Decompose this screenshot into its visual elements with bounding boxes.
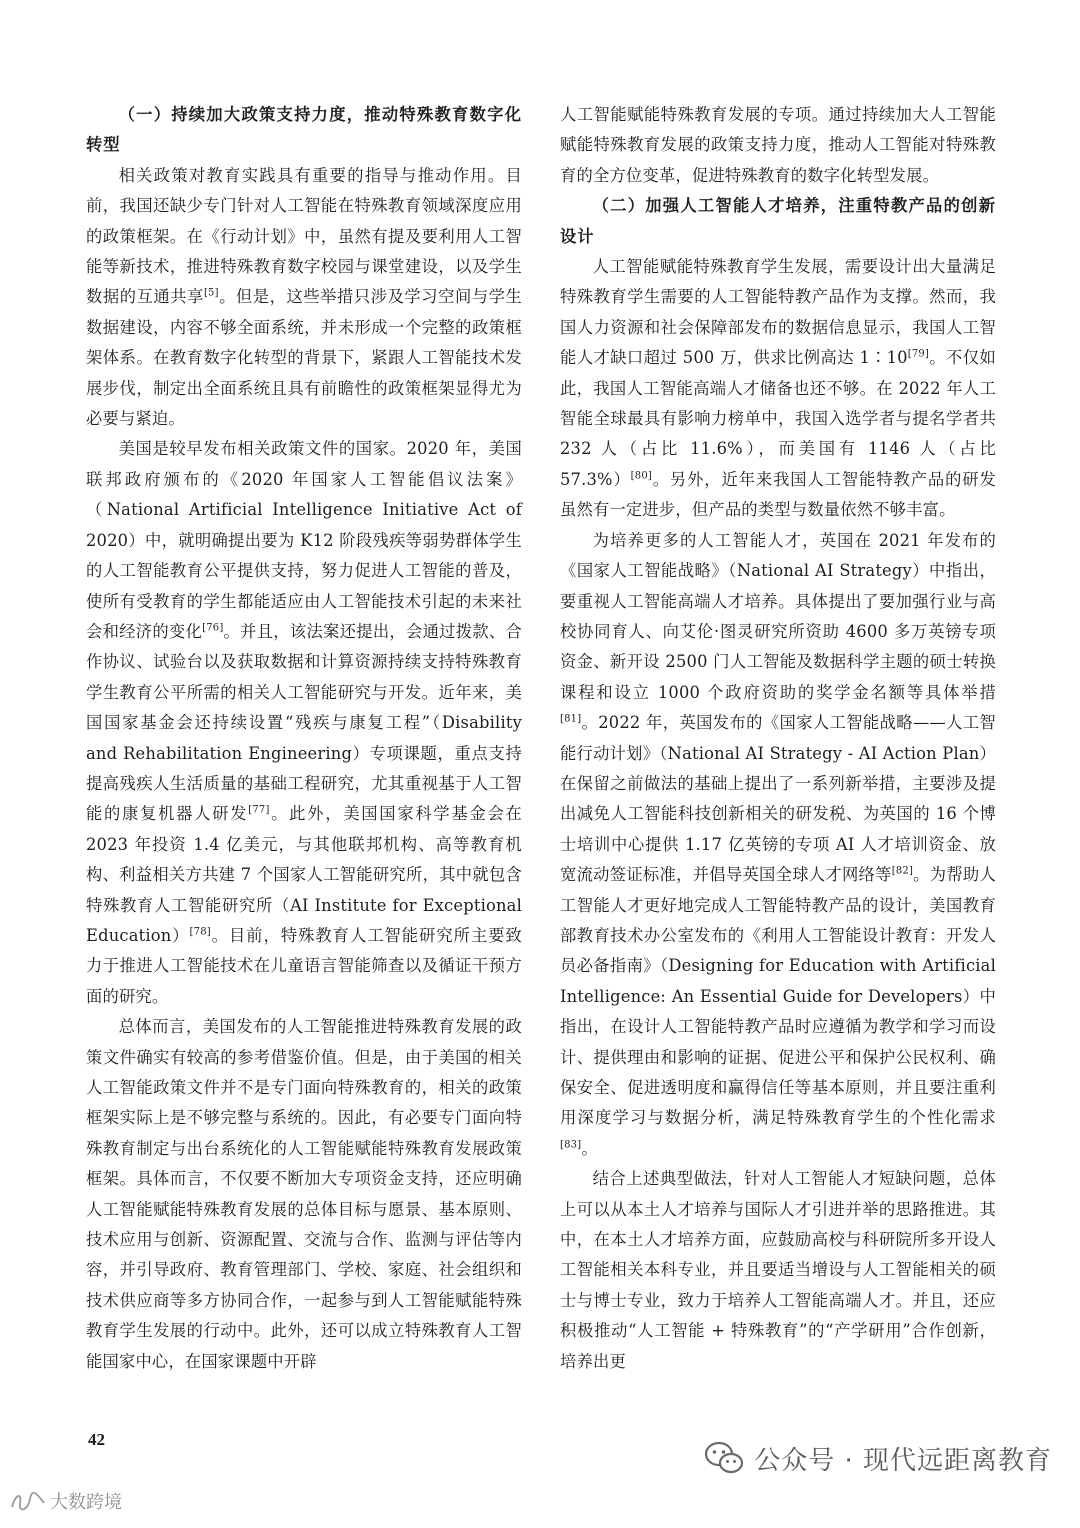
paragraph: 总体而言，美国发布的人工智能推进特殊教育发展的政策文件确实有较高的参考借鉴价值。但是，由于美国的相关人工智能政策文件并不是专门面向特殊教育的，相关的政策框架实际上是不够完整与系统的。因此，有必要专门面向特殊教育制定与出台系统化的人工智能赋能特殊教育发展政策框架。具体而言，不仅要不断加大专项资金支持，还应明确人工智能赋能特殊教育发展的总体目标与愿景、基本原则、技术应用与创新、资源配置、交流与合作、监测与评估等内容，并引导政府、教育管理部门、学校、家庭、社会组织和技术供应商等多方协同合作，一起参与到人工智能赋能特殊教育学生发展的行动中。此外，还可以成立特殊教育人工智能国家中心，在国家课题中开辟 bbox=[86, 1017, 522, 1371]
paragraph-text: 。目前，特殊教育人工智能研究所主要致力于推进人工智能技术在儿童语言智能筛查以及循证干预方面的研究。 bbox=[86, 925, 522, 1006]
paragraph bbox=[86, 434, 522, 1012]
paragraph: 结合上述典型做法，针对人工智能人才短缺问题，总体上可以从本土人才培养与国际人才引进并举的思路推进。其中，在本土人才培养方面，应鼓励高校与科研院所多开设人工智能相关本科专业，并且要适当增设与人工智能相关的硕士与博士专业，致力于培养人工智能高端人才。并且，还应积极推动“人工智能 + 特殊教育”的“产学研用”合作创新，培养出更 bbox=[560, 1169, 996, 1371]
wechat-account-name: 公众号 · 现代远距离教育 bbox=[754, 1445, 1052, 1476]
citation: [83] bbox=[560, 1139, 582, 1151]
paragraph bbox=[86, 161, 522, 435]
paragraph-text: 。2022 年，英国发布的《国家人工智能战略——人工智能行动计划》（National AI Strategy - AI Action Plan）在保留之前做法的基础上提出了一系列新举措，主要涉及提出减免人工智能科技创新相关的研发税、为英国的 16 个博士培训中心提供 1.17 亿英镑的专项 AI 人才培训资金、放宽流动签证标准，并倡导英国全球人才网络等 bbox=[560, 713, 996, 885]
brand-watermark-text: 大数跨境 bbox=[50, 1492, 122, 1513]
paragraph-text: 。不仅如此，我国人工智能高端人才储备也还不够。在 2022 年人工智能全球最具有影响力榜单中，我国入选学者与提名学者共 232 人（占比 11.6%），而美国有 1146 人（占比 57.3%） bbox=[560, 348, 996, 489]
paragraph-text: 美国是较早发布相关政策文件的国家。2020 年，美国联邦政府颁布的《2020 年国家人工智能倡议法案》（National Artificial Intelligence Initiative Act of 2020）中，就明确提出要为 K12 阶段残疾等弱势群体学生的人工智能教育公平提供支持，努力促进人工智能的普及，使所有受教育的学生都能适应由人工智能技术引起的未来社会和经济的变化 bbox=[86, 439, 522, 641]
citation: [79] bbox=[907, 348, 930, 360]
citation: [81] bbox=[560, 713, 582, 725]
section-heading-1: （一）持续加大政策支持力度，推动特殊教育数字化转型 bbox=[86, 105, 522, 155]
paragraph-text: 。此外，美国国家科学基金会在 2023 年投资 1.4 亿美元，与其他联邦机构、高等教育机构、利益相关方共建 7 个国家人工智能研究所，其中就包含特殊教育人工智能研究所（AI Institute for Exceptional Education） bbox=[86, 804, 522, 945]
brand-watermark bbox=[10, 1488, 122, 1514]
paragraph-text: 相关政策对教育实践具有重要的指导与推动作用。目前，我国还缺少专门针对人工智能在特殊教育领域深度应用的政策框架。在《行动计划》中，虽然有提及要利用人工智能等新技术，推进特殊教育数字校园与课堂建设，以及学生数据的互通共享 bbox=[86, 165, 522, 307]
wechat-icon bbox=[704, 1441, 744, 1475]
paragraph-continued: 人工智能赋能特殊教育发展的专项。通过持续加大人工智能赋能特殊教育发展的政策支持力度，推动人工智能对特殊教育的全方位变革，促进特殊教育的数字化转型发展。 bbox=[560, 105, 996, 185]
left-column bbox=[86, 100, 522, 1377]
paragraph-text: 。另外，近年来我国人工智能特教产品的研发虽然有一定进步，但产品的类型与数量依然不够丰富。 bbox=[560, 469, 997, 520]
paragraph-text: 。 bbox=[581, 1138, 598, 1158]
paragraph-text: 为培养更多的人工智能人才，英国在 2021 年发布的《国家人工智能战略》（National AI Strategy）中指出，要重视人工智能高端人才培养。具体提出了要加强行业与高校协同育人、向艾伦·图灵研究所资助 4600 多万英镑专项资金、新开设 2500 门人工智能及数据科学主题的硕士转换课程和设立 1000 个政府资助的奖学金名额等具体举措 bbox=[560, 530, 996, 702]
paragraph-text: 人工智能赋能特殊教育学生发展，需要设计出大量满足特殊教育学生需要的人工智能特教产品作为支撑。然而，我国人力资源和社会保障部发布的数据信息显示，我国人工智能人才缺口超过 500 万，供求比例高达 1∶10 bbox=[560, 257, 996, 368]
paragraph-text: 。但是，这些举措只涉及学习空间与学生数据建设，内容不够全面系统，并未形成一个完整的政策框架体系。在教育数字化转型的背景下，紧跟人工智能技术发展步伐，制定出全面系统且具有前瞻性的政策框架显得尤为必要与紧迫。 bbox=[86, 287, 522, 429]
citation: [77] bbox=[248, 804, 270, 816]
paragraph-text: 。并且，该法案还提出，会通过拨款、合作协议、试验台以及获取数据和计算资源持续支持特殊教育学生教育公平所需的相关人工智能研究与开发。近年来，美国国家基金会还持续设置“残疾与康复工程”（Disability and Rehabilitation Engineering）专项课题，重点支持提高残疾人生活质量的基础工程研究，尤其重视基于人工智能的康复机器人研发 bbox=[86, 621, 522, 824]
citation: [5] bbox=[203, 288, 219, 300]
section-heading-2: （二）加强人工智能人才培养，注重特教产品的创新设计 bbox=[560, 196, 996, 246]
paragraph-text: 。为帮助人工智能人才更好地完成人工智能特教产品的设计，美国教育部教育技术办公室发布的《利用人工智能设计教育：开发人员必备指南》（Designing for Education with Artificial Intelligence: An Essential Guide for Developers）中指出，在设计人工智能特教产品时应遵循为教学和学习而设计、提供理由和影响的证据、促进公平和保护公民权利、确保安全、促进透明度和赢得信任等基本原则，并且要注重利用深度学习与数据分析，满足特殊教育学生的个性化需求 bbox=[560, 865, 996, 1128]
wechat-watermark bbox=[704, 1436, 1052, 1480]
citation: [76] bbox=[202, 622, 224, 634]
paragraph bbox=[560, 526, 996, 1165]
citation: [78] bbox=[189, 926, 211, 938]
citation: [80] bbox=[630, 470, 652, 482]
signature-icon bbox=[10, 1489, 46, 1513]
paragraph bbox=[560, 252, 996, 526]
citation: [82] bbox=[891, 865, 914, 877]
page-number: 42 bbox=[88, 1430, 105, 1449]
right-column bbox=[560, 100, 996, 1377]
